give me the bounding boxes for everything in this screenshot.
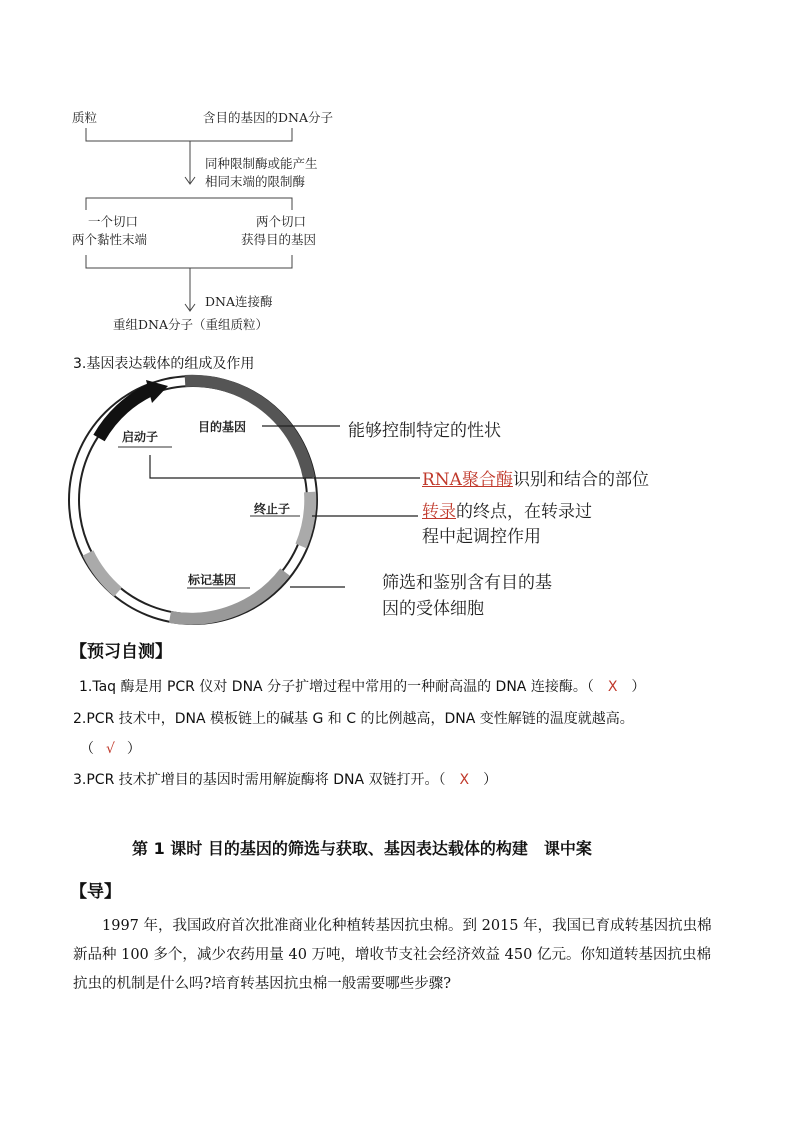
label-target-gene: 目的基因 [198,420,247,434]
question-2-answer: √ [106,741,115,757]
question-3-close: ） [483,772,498,788]
annotation-promoter-text: 识别和结合的部位 [512,470,649,490]
section-3-title: 3.基因表达载体的组成及作用 [73,356,255,372]
question-1 [79,676,645,696]
annotation-terminator [422,497,592,522]
flow-result: 重组DNA分子（重组质粒） [113,317,268,332]
guide-title: 【导】 [70,882,121,902]
flow-step1-line2: 相同末端的限制酶 [205,174,306,189]
annotation-terminator-line2: 程中起调控作用 [422,527,541,547]
lesson-heading: 第 1 课时 目的基因的筛选与获取、基因表达载体的构建 课中案 [132,839,592,858]
annotation-terminator-highlight: 转录 [422,502,456,522]
annotation-marker-line2: 因的受体细胞 [382,599,484,619]
question-3-answer: X [459,772,470,788]
question-1-text: 1.Taq 酶是用 PCR 仪对 DNA 分子扩增过程中常用的一种耐高温的 DNA 连接酶。（ [79,679,594,695]
question-2-open: （ [80,741,94,757]
flow-target-dna: 含目的基因的DNA分子 [203,110,333,125]
flow-right-line2: 获得目的基因 [241,232,317,247]
question-2-line2 [80,738,141,758]
annotation-terminator-text: 的终点，在转录过 [456,502,592,522]
terminator-segment [301,492,310,546]
preview-title: 【预习自测】 [70,642,172,662]
question-2-line1: 2.PCR 技术中，DNA 模板链上的碱基 G 和 C 的比例越高，DNA 变性解链的温度就越高。 [73,711,634,727]
annotation-marker-line1: 筛选和鉴别含有目的基 [382,573,552,593]
question-3-text: 3.PCR 技术扩增目的基因时需用解旋酶将 DNA 双链打开。（ [73,772,446,788]
question-1-answer: X [607,679,618,695]
label-marker-gene: 标记基因 [188,573,237,587]
flow-left-line2: 两个黏性末端 [72,232,148,247]
guide-paragraph: 1997 年，我国政府首次批准商业化种植转基因抗虫棉。到 2015 年，我国已育成转基因抗虫棉新品种 100 多个，减少农药用量 40 万吨，增收节支社会经济效益 450 亿元。你知道转基因抗虫棉抗虫的机制是什么吗?培育转基因抗虫棉一般需要哪些步骤? [73,918,712,992]
flow-step1-line1: 同种限制酶或能产生 [205,156,318,171]
annotation-promoter-highlight: RNA聚合酶 [422,470,513,490]
label-promoter: 启动子 [122,430,159,444]
label-terminator: 终止子 [254,502,291,516]
annotation-promoter [422,465,649,490]
flow-right-line1: 两个切口 [256,214,307,229]
question-2-close: ） [126,741,141,757]
annotation-target-gene: 能够控制特定的性状 [348,421,501,441]
question-1-close: ） [631,679,646,695]
flow-left-line1: 一个切口 [88,214,139,229]
question-3 [73,769,497,789]
flow-step2: DNA连接酶 [205,294,273,309]
flow-plasmid: 质粒 [72,110,98,125]
